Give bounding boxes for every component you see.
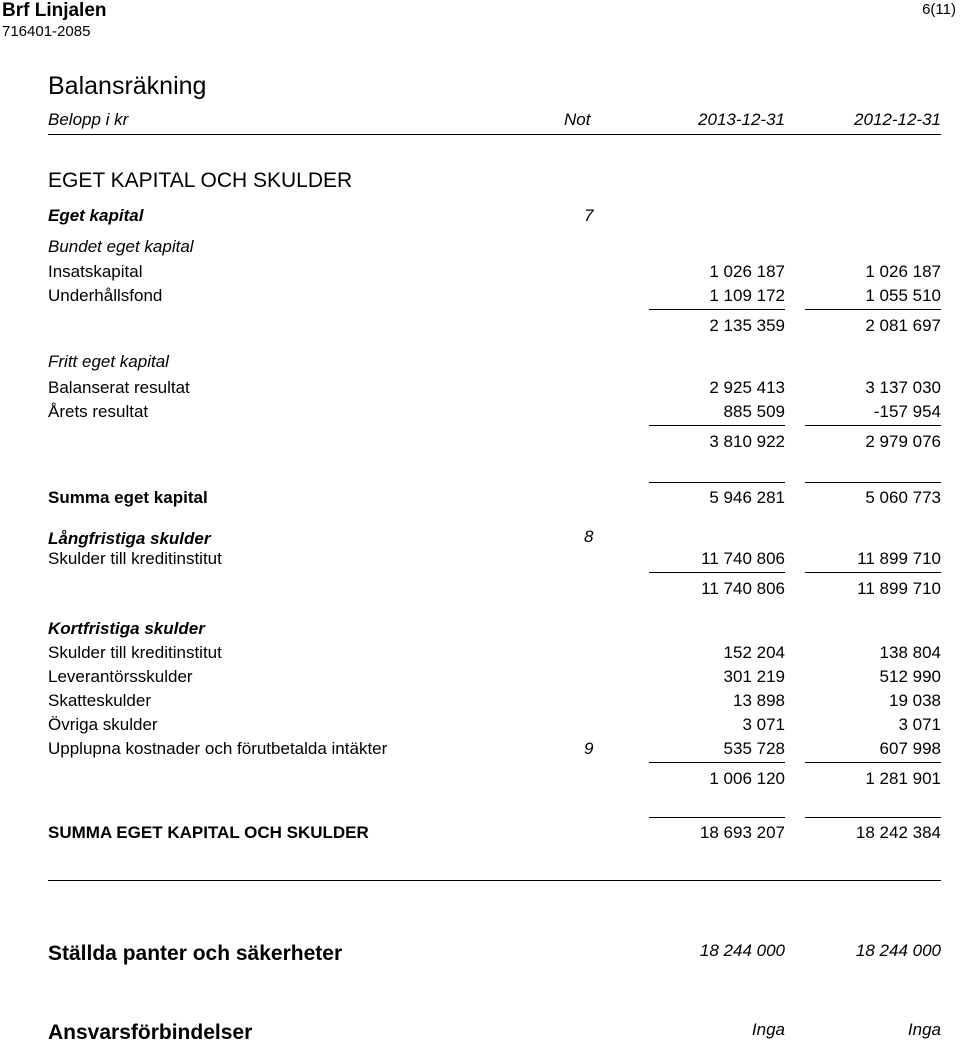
row-value-2012: -157 954 — [873, 402, 941, 421]
short-term-title: Kortfristiga skulder — [48, 619, 205, 638]
total-rule — [805, 817, 941, 818]
long-term-sum-2012: 11 899 710 — [857, 579, 941, 598]
grand-total-2013: 18 693 207 — [699, 823, 785, 842]
row-value-2012: 1 026 187 — [865, 262, 941, 281]
row-label: Skatteskulder — [48, 691, 151, 710]
pledged-2012: 18 244 000 — [855, 941, 941, 960]
row-value-2013: 11 740 806 — [701, 549, 785, 568]
pledged-label: Ställda panter och säkerheter — [48, 942, 343, 965]
row-value-2013: 1 109 172 — [709, 286, 785, 305]
subtotal-rule — [805, 762, 941, 763]
page-number: 6(11) — [922, 1, 956, 18]
subtotal-rule — [649, 572, 785, 573]
free-equity-title: Fritt eget kapital — [48, 352, 169, 371]
row-value-2013: 2 925 413 — [709, 378, 785, 397]
restricted-sum-2012: 2 081 697 — [865, 316, 941, 335]
free-sum-2012: 2 979 076 — [865, 432, 941, 451]
pledged-2013: 18 244 000 — [699, 941, 785, 960]
subtotal-rule — [649, 309, 785, 310]
equity-total-2012: 5 060 773 — [865, 488, 941, 507]
heading-rule — [48, 134, 941, 135]
page-title: Balansräkning — [48, 72, 207, 100]
row-value-2013: 152 204 — [723, 643, 785, 662]
org-number: 716401-2085 — [2, 23, 91, 40]
row-value-2012: 3 071 — [898, 715, 941, 734]
short-term-sum-2012: 1 281 901 — [865, 769, 941, 788]
row-label: Årets resultat — [48, 402, 149, 421]
equity-total-2013: 5 946 281 — [709, 488, 785, 507]
row-label: Skulder till kreditinstitut — [48, 643, 222, 662]
long-term-sum-2013: 11 740 806 — [701, 579, 785, 598]
row-label: Upplupna kostnader och förutbetalda intäkter — [48, 739, 388, 758]
row-value-2013: 301 219 — [723, 667, 785, 686]
col-label-heading: Belopp i kr — [48, 110, 129, 129]
total-rule — [649, 482, 785, 483]
company-name: Brf Linjalen — [2, 0, 107, 21]
total-rule — [649, 817, 785, 818]
total-rule — [805, 482, 941, 483]
subtotal-rule — [805, 572, 941, 573]
grand-total-label: SUMMA EGET KAPITAL OCH SKULDER — [48, 823, 369, 842]
restricted-equity-title: Bundet eget kapital — [48, 237, 194, 256]
equity-title: Eget kapital — [48, 206, 144, 225]
contingent-2013: Inga — [751, 1020, 785, 1039]
section-title: EGET KAPITAL OCH SKULDER — [48, 169, 353, 192]
row-value-2013: 1 026 187 — [709, 262, 785, 281]
row-value-2012: 1 055 510 — [865, 286, 941, 305]
row-label: Skulder till kreditinstitut — [48, 549, 222, 568]
row-value-2012: 607 998 — [879, 739, 941, 758]
long-term-title: Långfristiga skulder — [48, 529, 211, 548]
row-label: Underhållsfond — [48, 286, 163, 305]
subtotal-rule — [649, 762, 785, 763]
row-label: Insatskapital — [48, 262, 143, 281]
row-value-2013: 535 728 — [723, 739, 785, 758]
grand-total-2012: 18 242 384 — [855, 823, 941, 842]
row-value-2012: 3 137 030 — [865, 378, 941, 397]
long-term-note: 8 — [584, 527, 594, 546]
row-value-2013: 3 071 — [742, 715, 785, 734]
subtotal-rule — [805, 309, 941, 310]
section-divider — [48, 880, 941, 881]
row-label: Leverantörsskulder — [48, 667, 193, 686]
row-value-2013: 885 509 — [723, 402, 785, 421]
row-value-2012: 512 990 — [879, 667, 941, 686]
free-sum-2013: 3 810 922 — [709, 432, 785, 451]
equity-note: 7 — [584, 206, 594, 225]
subtotal-rule — [805, 425, 941, 426]
col-note-heading: Not — [564, 110, 591, 129]
row-value-2013: 13 898 — [733, 691, 785, 710]
row-value-2012: 138 804 — [879, 643, 941, 662]
restricted-sum-2013: 2 135 359 — [709, 316, 785, 335]
short-term-sum-2013: 1 006 120 — [709, 769, 785, 788]
subtotal-rule — [649, 425, 785, 426]
row-label: Balanserat resultat — [48, 378, 190, 397]
col-year1-heading: 2013-12-31 — [698, 110, 785, 129]
row-note: 9 — [584, 739, 594, 758]
col-year2-heading: 2012-12-31 — [854, 110, 941, 129]
contingent-label: Ansvarsförbindelser — [48, 1021, 253, 1044]
contingent-2012: Inga — [907, 1020, 941, 1039]
row-label: Övriga skulder — [48, 715, 158, 734]
equity-total-label: Summa eget kapital — [48, 488, 208, 507]
row-value-2012: 11 899 710 — [857, 549, 941, 568]
row-value-2012: 19 038 — [889, 691, 941, 710]
